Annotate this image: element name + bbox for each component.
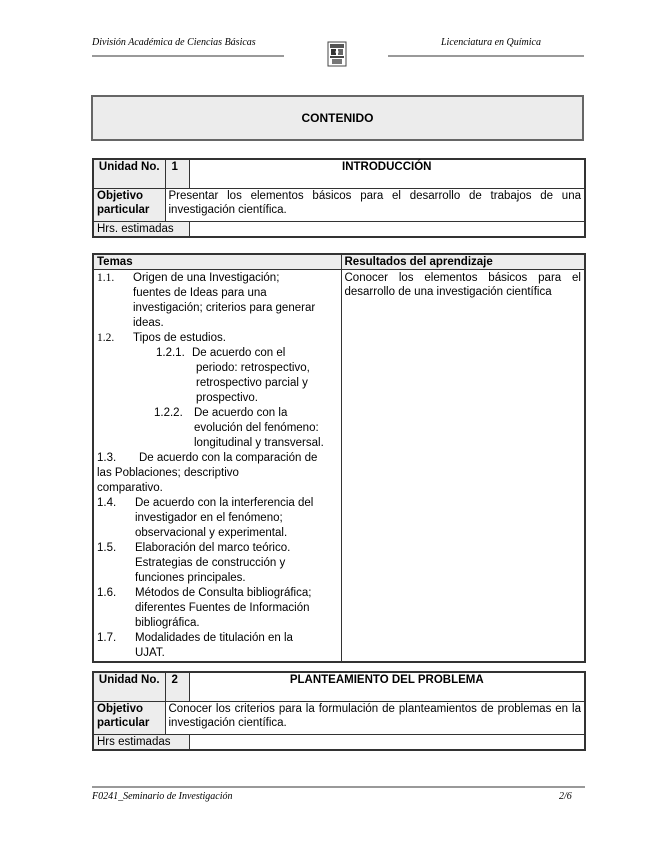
header-rule-left	[92, 55, 284, 57]
unit-1-title: INTRODUCCIÓN	[189, 159, 585, 188]
tema-line: 1.1. Origen de una Investigación;	[97, 272, 280, 284]
tema-line: investigador en el fenómeno;	[135, 512, 283, 524]
unit-1-objetivo-text: Presentar los elementos básicos para el desarrollo de trabajos de una investigación científica.	[165, 188, 585, 221]
footer-course-code: F0241_Seminario de Investigación	[92, 791, 233, 802]
unit-2-objetivo-text: Conocer los criterios para la formulación de planteamientos de problemas en la investigación científica.	[165, 701, 585, 734]
tema-line: 1.5. Elaboración del marco teórico.	[97, 542, 291, 554]
unit-2-table	[92, 671, 586, 751]
header-program: Licenciatura en Química	[441, 37, 541, 48]
tema-line: fuentes de Ideas para una	[133, 287, 267, 299]
tema-line: observacional y experimental.	[135, 527, 288, 539]
footer-page-number: 2/6	[559, 791, 572, 802]
tema-line: 1.4. De acuerdo con la interferencia del	[97, 497, 314, 509]
temas-header: Temas	[93, 254, 341, 270]
tema-line: retrospectivo parcial y	[196, 377, 308, 389]
tema-line: longitudinal y transversal.	[194, 437, 324, 449]
tema-line: bibliográfica.	[135, 617, 200, 629]
footer-rule	[92, 786, 585, 788]
tema-line: UJAT.	[135, 647, 165, 659]
unit-1-hrs-label: Hrs. estimadas	[93, 221, 189, 237]
tema-line: 1.2.2. De acuerdo con la	[154, 407, 288, 419]
university-seal-icon	[327, 41, 347, 67]
resultados-text: Conocer los elementos básicos para el desarrollo de una investigación científica	[341, 270, 585, 663]
unit-2-label: Unidad No.	[93, 672, 165, 701]
unit-2-objetivo-label: Objetivo particular	[93, 701, 165, 734]
tema-line: 1.7. Modalidades de titulación en la	[97, 632, 293, 644]
tema-line: 1.6. Métodos de Consulta bibliográfica;	[97, 587, 312, 599]
tema-line: Estrategias de construcción y	[135, 557, 286, 569]
temas-list	[93, 270, 341, 663]
contenido-title: CONTENIDO	[91, 95, 584, 141]
tema-line: investigación; criterios para generar	[133, 302, 316, 314]
tema-line: 1.3. De acuerdo con la comparación de	[97, 452, 318, 464]
unit-1-label: Unidad No.	[93, 159, 165, 188]
tema-line: diferentes Fuentes de Información	[135, 602, 310, 614]
tema-line: periodo: retrospectivo,	[196, 362, 310, 374]
tema-line: 1.2.1. De acuerdo con el	[156, 347, 286, 359]
unit-1-table	[92, 158, 586, 238]
header-rule-right	[388, 55, 584, 57]
tema-line: comparativo.	[97, 482, 163, 494]
unit-1-number: 1	[165, 159, 189, 188]
tema-line: 1.2. Tipos de estudios.	[97, 332, 226, 344]
unit-2-hrs-label: Hrs estimadas	[93, 734, 189, 750]
tema-line: las Poblaciones; descriptivo	[97, 467, 239, 479]
tema-line: ideas.	[133, 317, 164, 329]
tema-line: evolución del fenómeno:	[194, 422, 319, 434]
unit-1-objetivo-label: Objetivo particular	[93, 188, 165, 221]
tema-line: prospectivo.	[196, 392, 259, 404]
unit-2-number: 2	[165, 672, 189, 701]
unit-2-hrs-value	[189, 734, 585, 750]
temas-table	[92, 253, 586, 663]
resultados-header: Resultados del aprendizaje	[341, 254, 585, 270]
unit-2-title: PLANTEAMIENTO DEL PROBLEMA	[189, 672, 585, 701]
header-division: División Académica de Ciencias Básicas	[92, 37, 256, 48]
tema-line: funciones principales.	[135, 572, 246, 584]
unit-1-hrs-value	[189, 221, 585, 237]
